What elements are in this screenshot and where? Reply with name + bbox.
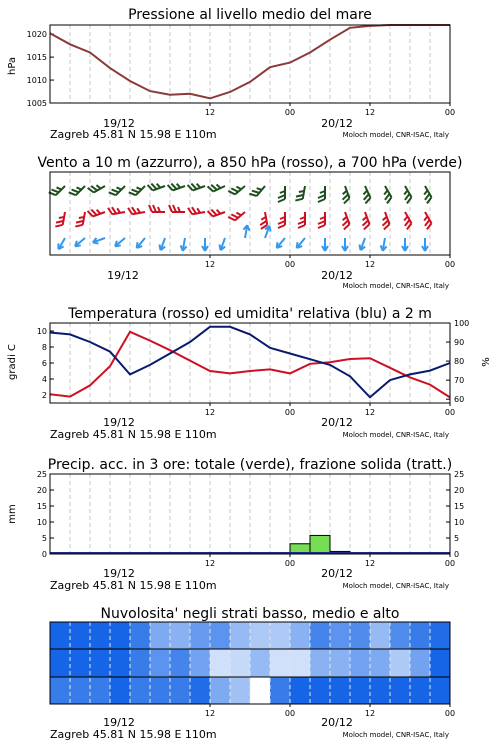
wind-barb-850hpa [378, 212, 390, 229]
cloud-cell [170, 649, 191, 677]
wind-barb-10m [202, 238, 208, 251]
x-tick-label: 12 [364, 408, 376, 417]
cloud-cell [150, 622, 171, 649]
cloud-cell [330, 677, 351, 704]
precipitation-y-ticks-right [446, 470, 464, 559]
precipitation-x-ticks [205, 554, 455, 568]
cloud-cell [190, 622, 211, 649]
wind-panel [37, 155, 462, 290]
wind-title: Vento a 10 m (azzurro), a 850 hPa (rosso), a 700 hPa (verde) [37, 155, 463, 171]
cloud-cell [330, 649, 351, 677]
cloud-cell [210, 649, 231, 677]
wind-barb-850hpa [358, 212, 370, 229]
x-tick-label: 00 [284, 408, 296, 417]
cloud-cell [250, 622, 271, 649]
cloud-cell [250, 649, 271, 677]
y-tick-label: 100 [454, 319, 470, 328]
barb-flag [149, 205, 152, 212]
cloud-cell [130, 622, 151, 649]
temperature-title: Temperatura (rosso) ed umidita' relativa (blu) a 2 m [68, 306, 432, 322]
barb-flag [236, 185, 241, 190]
wind-barb-850hpa [419, 212, 433, 229]
x-tick-label: 00 [444, 408, 456, 417]
wind-barb-10m [73, 236, 87, 249]
barb-flag [169, 205, 172, 212]
cloud-cell [390, 677, 411, 704]
location-line: Zagreb 45.81 N 15.98 E 110m [50, 728, 217, 741]
day-label-1: 19/12 [103, 716, 135, 729]
y-tick-label: 2 [41, 391, 47, 400]
y-tick-label: 20 [36, 486, 47, 495]
x-tick-label: 12 [364, 709, 376, 718]
wind-barb-850hpa [169, 205, 185, 212]
cloud-cell [130, 649, 151, 677]
y-tick-label: 0 [41, 550, 47, 559]
day-label-2: 20/12 [321, 567, 353, 580]
cloud-cell [330, 622, 351, 649]
wind-barb-10m [134, 236, 147, 250]
y-tick-label: 15 [36, 502, 47, 511]
x-tick-label: 00 [444, 709, 456, 718]
wind-barb-700hpa [228, 181, 245, 197]
y-tick-label: 20 [454, 486, 465, 495]
model-credit: Moloch model, CNR-ISAC, Italy [342, 731, 449, 739]
cloud-cell [310, 649, 331, 677]
precipitation-panel [7, 457, 464, 592]
wind-barb-850hpa [55, 211, 65, 228]
y-tick-label: 5 [41, 534, 47, 543]
barb-shaft [303, 186, 305, 199]
barb-flag [137, 186, 142, 191]
cloud-cell [290, 622, 311, 649]
y-tick-label: 8 [41, 343, 47, 352]
wind-barb-700hpa [129, 181, 145, 197]
barb-flag [77, 186, 82, 191]
wind-barb-850hpa [318, 212, 325, 228]
wind-barb-10m [113, 236, 127, 249]
pressure-panel [7, 7, 455, 141]
y-tick-label: 5 [454, 534, 460, 543]
wind-barb-850hpa [228, 207, 245, 223]
pressure-ylabel: hPa [7, 56, 18, 76]
x-tick-label: 00 [284, 559, 296, 568]
cloud-cell [390, 622, 411, 649]
x-tick-label: 12 [204, 709, 216, 718]
y-tick-label: 1010 [26, 76, 47, 86]
cloud-cell [430, 622, 451, 649]
wind-barb-700hpa [295, 185, 305, 202]
cloud-cell [410, 677, 431, 704]
day-label-2: 20/12 [321, 716, 353, 729]
barb-flag [318, 221, 325, 224]
precipitation-title: Precip. acc. in 3 ore: totale (verde), frazione solida (tratt.) [47, 457, 453, 473]
cloud-cell [370, 677, 391, 704]
humidity-ylabel: % [481, 357, 492, 367]
cloud-cells [50, 622, 451, 704]
barb-flag [318, 225, 325, 228]
pressure-x-ticks [205, 103, 455, 117]
wind-barb-10m [56, 237, 68, 251]
precip-bar [310, 535, 330, 554]
y-tick-label: 10 [36, 327, 47, 336]
wind-footer [107, 269, 449, 290]
model-credit: Moloch model, CNR-ISAC, Italy [342, 131, 449, 139]
cloud-footer [50, 716, 449, 741]
wind-barb-850hpa [399, 212, 413, 229]
y-tick-label: 1015 [26, 53, 47, 63]
y-tick-label: 1020 [26, 30, 47, 40]
pressure-title: Pressione al livello medio del mare [128, 7, 372, 23]
wind-barb-850hpa [188, 205, 205, 215]
barb-shaft [83, 212, 85, 225]
cloud-cell [290, 649, 311, 677]
cloud-cell [170, 622, 191, 649]
temperature-x-ticks [205, 403, 455, 417]
y-tick-label: 25 [36, 470, 47, 479]
wind-barb-850hpa [338, 212, 350, 229]
barb-flag [57, 186, 62, 191]
barb-flag [298, 225, 305, 228]
y-tick-label: 70 [454, 376, 465, 386]
y-tick-label: 25 [454, 470, 465, 479]
location-line: Zagreb 45.81 N 15.98 E 110m [50, 428, 217, 441]
cloud-cell [210, 622, 231, 649]
wind-barb-10m [242, 225, 250, 239]
wind-x-ticks [205, 255, 455, 269]
cloud-cell [270, 649, 291, 677]
barb-flag [295, 198, 302, 202]
wind-barb-10m [180, 237, 188, 251]
wind-barb-10m [358, 237, 368, 251]
barb-flag [117, 186, 122, 191]
barb-flag [173, 205, 176, 212]
cloud-cell [350, 649, 371, 677]
humidity-y-ticks [446, 319, 469, 404]
cloud-cell [190, 677, 211, 704]
wind-barb-700hpa [318, 186, 325, 202]
precipitation-ylabel: mm [7, 504, 18, 524]
y-tick-label: 10 [36, 518, 47, 527]
wind-barb-850hpa [298, 212, 305, 228]
day-label-2: 20/12 [321, 117, 353, 130]
wind-barb-850hpa [75, 211, 85, 228]
barb-flag [278, 221, 285, 224]
cloud-cell [50, 677, 71, 704]
barb-shaft [63, 212, 65, 225]
temperature-ylabel: gradi C [7, 344, 18, 380]
cloud-cell [390, 649, 411, 677]
x-tick-label: 00 [284, 260, 296, 269]
location-line: Zagreb 45.81 N 15.98 E 110m [50, 579, 217, 592]
cloud-cell [250, 677, 271, 704]
day-label-2: 20/12 [321, 416, 353, 429]
barb-flag [153, 205, 156, 212]
wind-barb-850hpa [128, 205, 145, 215]
day-label-2: 20/12 [321, 269, 353, 282]
wind-barb-10m [342, 238, 348, 251]
wind-barb-10m [322, 238, 328, 251]
model-credit: Moloch model, CNR-ISAC, Italy [342, 431, 449, 439]
cloud-cell [210, 677, 231, 704]
barb-flag [318, 199, 325, 202]
x-tick-label: 00 [444, 108, 456, 117]
cloud-cell [110, 649, 131, 677]
wind-barb-10m [422, 238, 428, 251]
wind-barb-10m [274, 236, 287, 250]
wind-barb-700hpa [419, 186, 433, 203]
barb-flag [75, 224, 82, 228]
temperature-footer [50, 416, 449, 441]
cloud-cell [370, 622, 391, 649]
location-line: Zagreb 45.81 N 15.98 E 110m [50, 128, 217, 141]
cloud-cell [90, 649, 111, 677]
cloud-panel [50, 606, 455, 741]
x-tick-label: 12 [204, 260, 216, 269]
wind-barb-700hpa [399, 186, 413, 203]
x-tick-label: 00 [444, 559, 456, 568]
wind-barb-850hpa [278, 212, 285, 228]
day-label-1: 19/12 [103, 117, 135, 130]
wind-grid [70, 172, 430, 255]
wind-barb-700hpa [278, 186, 285, 202]
x-tick-label: 12 [204, 408, 216, 417]
barb-shaft [257, 186, 265, 196]
y-tick-label: 80 [454, 357, 465, 367]
cloud-cell [430, 649, 451, 677]
barb-flag [278, 199, 285, 202]
x-tick-label: 12 [204, 559, 216, 568]
y-tick-label: 6 [41, 359, 47, 368]
x-tick-label: 00 [284, 709, 296, 718]
x-tick-label: 12 [364, 559, 376, 568]
day-label-1: 19/12 [103, 567, 135, 580]
cloud-cell [50, 622, 71, 649]
cloud-cell [350, 622, 371, 649]
cloud-cell [150, 649, 171, 677]
x-tick-label: 12 [204, 108, 216, 117]
cloud-cell [110, 622, 131, 649]
wind-barb-10m [402, 238, 408, 251]
y-tick-label: 4 [41, 375, 47, 384]
cloud-cell [110, 677, 131, 704]
wind-barb-700hpa [109, 181, 125, 197]
cloud-cell [90, 622, 111, 649]
cloud-cell [150, 677, 171, 704]
y-tick-label: 10 [454, 518, 465, 527]
barb-flag [236, 211, 241, 216]
cloud-cell [270, 622, 291, 649]
precipitation-y-ticks [37, 470, 54, 559]
x-tick-label: 00 [284, 108, 296, 117]
y-tick-label: 60 [454, 395, 465, 405]
x-tick-label: 12 [364, 108, 376, 117]
cloud-cell [70, 649, 91, 677]
cloud-cell [310, 677, 331, 704]
barb-flag [55, 224, 62, 228]
barb-flag [298, 221, 305, 224]
wind-barb-10m [218, 237, 228, 251]
day-label-1: 19/12 [103, 416, 135, 429]
wind-barb-850hpa [108, 205, 125, 215]
cloud-cell [230, 677, 251, 704]
cloud-cell [310, 622, 331, 649]
wind-barb-850hpa [258, 212, 268, 229]
wind-barb-10m [92, 235, 106, 245]
model-credit: Moloch model, CNR-ISAC, Italy [342, 582, 449, 590]
cloud-cell [230, 622, 251, 649]
y-tick-label: 15 [454, 502, 465, 511]
wind-barb-10m [158, 237, 168, 251]
precipitation-grid [70, 474, 430, 554]
x-tick-label: 00 [444, 260, 456, 269]
cloud-cell [410, 649, 431, 677]
cloud-title: Nuvolosita' negli strati basso, medio e alto [100, 606, 400, 622]
cloud-cell [230, 649, 251, 677]
cloud-cell [350, 677, 371, 704]
cloud-cell [410, 622, 431, 649]
wind-barb-700hpa [338, 186, 350, 203]
cloud-cell [430, 677, 451, 704]
cloud-cell [170, 677, 191, 704]
wind-barb-10m [380, 237, 388, 251]
temperature-y-ticks [37, 327, 54, 400]
wind-barb-700hpa [49, 181, 65, 197]
wind-barb-700hpa [379, 186, 393, 203]
cloud-cell [270, 677, 291, 704]
cloud-cell [370, 649, 391, 677]
y-tick-label: 90 [454, 338, 465, 348]
wind-barb-850hpa [149, 205, 165, 212]
cloud-cell [50, 649, 71, 677]
y-tick-label: 0 [454, 550, 460, 559]
wind-barb-10m [294, 236, 307, 250]
cloud-cell [190, 649, 211, 677]
wind-barbs [49, 179, 433, 251]
precipitation-footer [50, 567, 449, 592]
temperature-panel [7, 306, 492, 441]
cloud-cell [70, 677, 91, 704]
pressure-grid [70, 25, 430, 103]
model-credit: Moloch model, CNR-ISAC, Italy [342, 282, 449, 290]
cloud-cell [290, 677, 311, 704]
precipitation-frame [50, 474, 450, 554]
day-label-1: 19/12 [107, 269, 139, 282]
pressure-footer [50, 117, 449, 141]
wind-barb-700hpa [249, 182, 265, 199]
cloud-cell [70, 622, 91, 649]
y-tick-label: 1005 [26, 99, 47, 108]
barb-flag [278, 195, 285, 198]
barb-flag [318, 195, 325, 198]
barb-flag [278, 225, 285, 228]
cloud-cell [130, 677, 151, 704]
wind-barb-700hpa [69, 181, 85, 197]
cloud-cell [90, 677, 111, 704]
x-tick-label: 12 [364, 260, 376, 269]
